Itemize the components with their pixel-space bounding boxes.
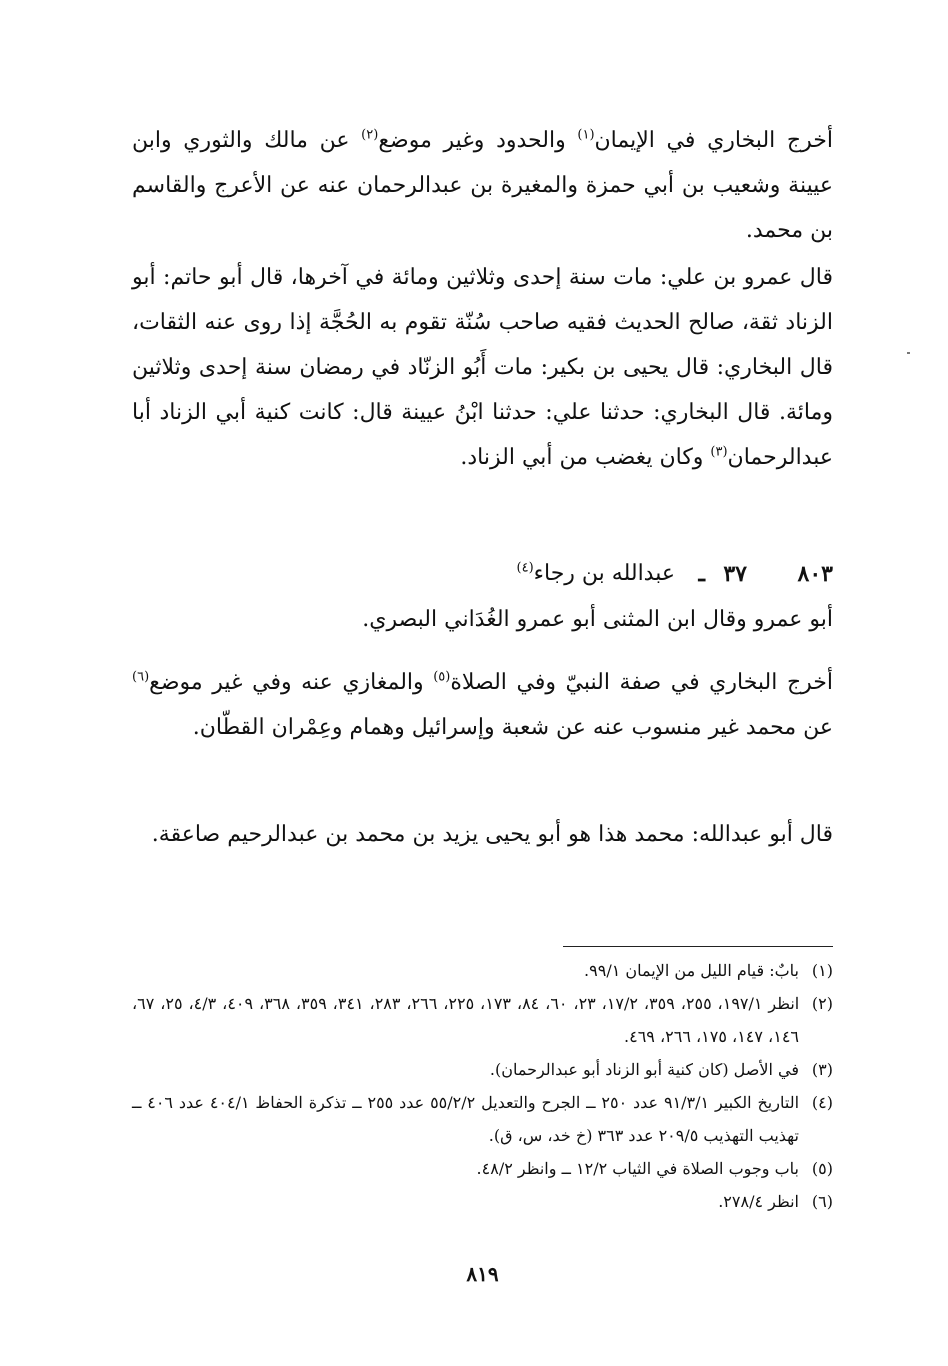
para3-text-2: والمغازي عنه وفي غير موضع xyxy=(149,670,434,695)
paragraph-bukhari-chapters xyxy=(132,660,833,750)
para3-text-3: عن محمد غير منسوب عنه عن شعبة وإسرائيل وهمام وعِمْران القطّان. xyxy=(192,715,833,740)
footnote-6 xyxy=(132,1185,833,1218)
entry-number: ٣٧ xyxy=(723,561,747,587)
footnote-text: انظر ٢٧٨/٤. xyxy=(718,1192,799,1211)
footnote-5 xyxy=(132,1152,833,1185)
footnote-number: (٢) xyxy=(811,994,833,1013)
footnotes xyxy=(132,954,833,1218)
para2-text-2: وكان يغضب من أبي الزناد. xyxy=(460,445,711,470)
footnote-4 xyxy=(132,1086,833,1152)
footnote-text: بابٌ: قيام الليل من الإيمان ٩٩/١. xyxy=(584,961,799,980)
entry-dash: ـ xyxy=(698,561,705,587)
footnote-ref-4[interactable]: (٤) xyxy=(516,560,534,576)
entry-name xyxy=(517,554,675,594)
para1-text-3: عن مالك والثوري وابن عيينة وشعيب بن أبي حمزة والمغيرة بن عبدالرحمان عنه عن الأعرج والقاسم بن محمد. xyxy=(132,128,833,243)
footnote-3 xyxy=(132,1053,833,1086)
entry-heading xyxy=(132,554,833,594)
paragraph-bukhari-narration xyxy=(132,118,833,253)
entry-kunya-text: أبو عمرو وقال ابن المثنى أبو عمرو الغُدَاني البصري. xyxy=(362,607,833,632)
footnote-number: (٥) xyxy=(811,1159,833,1178)
footnote-ref-2[interactable]: (٢) xyxy=(361,127,379,143)
book-page xyxy=(132,0,833,1366)
footnote-text: انظر ١٩٧/١، ٢٥٥، ٣٥٩، ١٧/٢، ٢٣، ٦٠، ٨٤، ١٧٣، ٢٢٥، ٢٦٦، ٢٨٣، ٣٤١، ٣٥٩، ٣٦٨، ٤٠٩، ٤/٣، ٢٥، ٦٧، ١٤٦، ١٤٧، ١٧٥، ٢٦٦، ٤٦٩. xyxy=(132,994,800,1046)
footnote-ref-1[interactable]: (١) xyxy=(577,127,595,143)
paragraph-death-and-grading xyxy=(132,255,833,480)
page-number: ٨١٩ xyxy=(466,1262,499,1286)
para1-text-2: والحدود وغير موضع xyxy=(378,128,578,153)
footnote-number: (٦) xyxy=(811,1192,833,1211)
footnote-ref-5[interactable]: (٥) xyxy=(433,669,451,685)
footnote-separator xyxy=(563,946,833,947)
entry-kunya xyxy=(132,597,833,642)
para3-text: أخرج البخاري في صفة النبيّ وفي الصلاة xyxy=(450,670,833,695)
para1-text: أخرج البخاري في الإيمان xyxy=(594,128,833,153)
footnote-2 xyxy=(132,987,833,1053)
footnote-ref-6[interactable]: (٦) xyxy=(132,669,150,685)
footnote-ref-3[interactable]: (٣) xyxy=(710,444,728,460)
footnote-1 xyxy=(132,954,833,987)
footnote-number: (٤) xyxy=(811,1093,833,1112)
para4-text: قال أبو عبدالله: محمد هذا هو أبو يحيى يزيد بن محمد بن عبدالرحيم صاعقة. xyxy=(151,822,833,847)
entry-sequence-number: ٨٠٣ xyxy=(797,561,833,587)
paragraph-abu-abdullah xyxy=(132,812,833,857)
margin-speck xyxy=(907,352,910,354)
footnote-text: في الأصل (كان كنية أبو الزناد أبو عبدالرحمان). xyxy=(489,1060,799,1079)
footnote-number: (١) xyxy=(811,961,833,980)
footnote-number: (٣) xyxy=(811,1060,833,1079)
para2-text: قال عمرو بن علي: مات سنة إحدى وثلاثين ومائة في آخرها، قال أبو حاتم: أبو الزناد ثقة، صالح الحديث فقيه صاحب سُنّة تقوم به الحُجَّة إذا روى عنه الثقات، قال البخاري: قال يحيى بن بكير: مات أَبُو الزنّاد في رمضان سنة إحدى وثلاثين ومائة. قال البخاري: حدثنا علي: حدثنا ابْنُ عيينة قال: كانت كنية أبي الزناد أبا عبدالرحمان xyxy=(132,265,833,470)
footnote-text: التاريخ الكبير ٩١/٣/١ عدد ٢٥٠ ــ الجرح والتعديل ٥٥/٢/٢ عدد ٢٥٥ ــ تذكرة الحفاظ ٤٠٤/١ عدد ٤٠٦ ــ تهذيب التهذيب ٢٠٩/٥ عدد ٣٦٣ (خ خد، س، ق). xyxy=(132,1093,800,1145)
footnote-text: باب وجوب الصلاة في الثياب ١٢/٢ ــ وانظر ٤٨/٢. xyxy=(476,1159,799,1178)
entry-name-text: عبدالله بن رجاء xyxy=(533,561,675,586)
